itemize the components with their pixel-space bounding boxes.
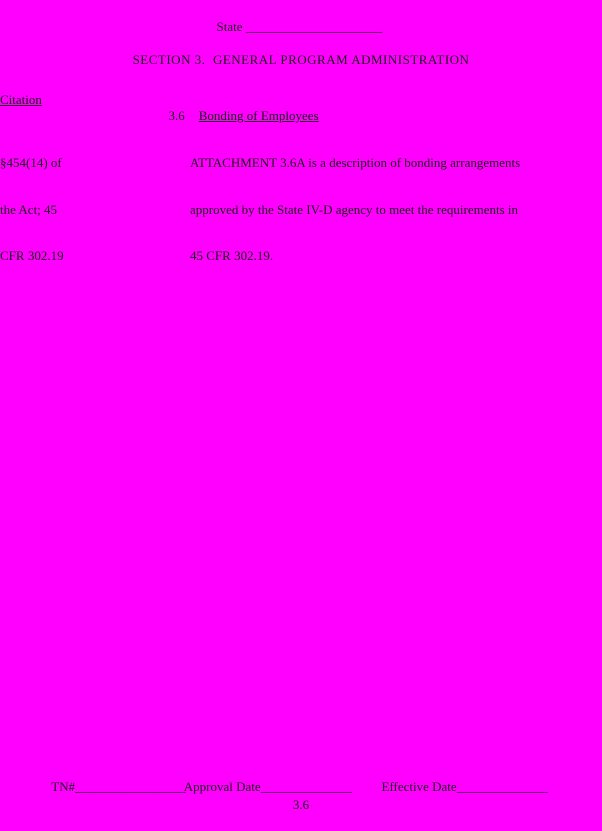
- item-row: [162, 92, 319, 124]
- citation-reference-line: the Act; 45: [0, 201, 58, 217]
- citation-reference-line: CFR 302.19: [0, 248, 64, 263]
- state-blank: _____________________: [245, 19, 383, 34]
- page-number: 3.6: [292, 797, 310, 812]
- body-paragraph-line: approved by the State IV-D agency to meet the requirements in: [190, 201, 519, 217]
- citation-label: Citation: [0, 92, 42, 107]
- effective-date-field: [375, 763, 548, 795]
- citation-reference: [0, 124, 64, 279]
- body-paragraph-line: 45 CFR 302.19.: [190, 248, 274, 263]
- item-number: 3.6: [168, 108, 185, 123]
- state-label: State: [216, 19, 246, 34]
- body-paragraph: [190, 124, 520, 279]
- approval-date-field: [178, 763, 352, 795]
- approval-date-blank: ______________: [260, 779, 352, 794]
- effective-date-blank: ______________: [456, 779, 548, 794]
- section-title: SECTION 3. GENERAL PROGRAM ADMINISTRATION: [132, 52, 470, 67]
- citation-reference-line: §454(14) of: [0, 155, 62, 170]
- item-title: Bonding of Employees: [198, 108, 319, 123]
- tn-blank: _________________: [75, 779, 186, 794]
- effective-date-label: Effective Date: [381, 779, 457, 794]
- approval-date-label: Approval Date: [183, 779, 261, 794]
- state-line: [210, 3, 382, 35]
- tn-label: TN#: [51, 779, 76, 794]
- tn-field: [45, 763, 186, 795]
- body-paragraph-line: ATTACHMENT 3.6A is a description of bonding arrangements: [190, 155, 521, 170]
